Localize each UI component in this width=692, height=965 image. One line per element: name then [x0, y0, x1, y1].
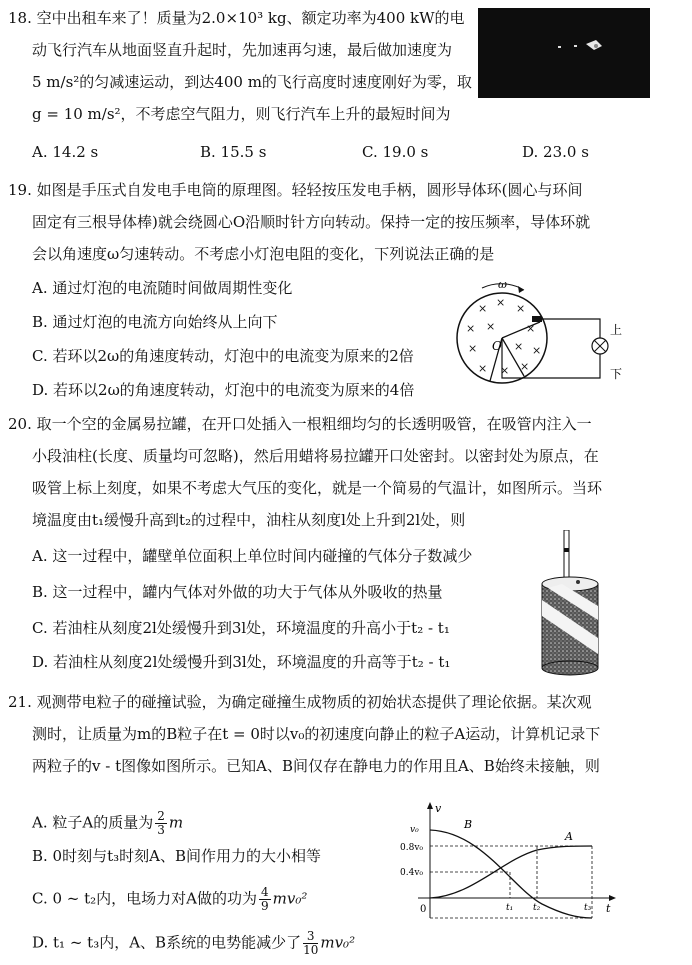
- flying-car-photo: [478, 8, 650, 98]
- svg-text:×: ×: [520, 360, 530, 373]
- v-t-graph: [392, 800, 622, 930]
- q18-line-1: 18. 空中出租车来了！质量为2.0×10³ kg、额定功率为400 kW的电: [8, 9, 465, 27]
- svg-text:×: ×: [516, 302, 526, 315]
- t-axis-label: t: [606, 902, 611, 915]
- q21-option-d: D. t₁ ~ t₃内，A、B系统的电势能减少了 $\frac{3}{10}$ mv₀²: [32, 929, 356, 957]
- svg-text:×: ×: [496, 296, 506, 309]
- magnetic-field-crosses: [466, 296, 541, 377]
- center-o-label: O: [492, 339, 502, 353]
- q20-line-1: 20. 取一个空的金属易拉罐，在开口处插入一根粗细均匀的长透明吸管，在吸管内注入一: [8, 415, 592, 433]
- top-label: 上: [610, 323, 623, 337]
- q20-option-c: C. 若油柱从刻度2l处缓慢升到3l处，环境温度的升高小于t₂ - t₁: [32, 619, 450, 637]
- q19-option-d: D. 若环以2ω的角速度转动，灯泡中的电流变为原来的4倍: [32, 381, 415, 399]
- q20-line-4: 境温度由t₁缓慢升高到t₂的过程中，油柱从刻度l处上升到2l处，则: [32, 511, 466, 529]
- svg-text:×: ×: [514, 340, 524, 353]
- q18-line-2: 动飞行汽车从地面竖直升起时，先加速再匀速，最后做加速度为: [32, 41, 453, 59]
- q18-option-d: D. 23.0 s: [522, 143, 589, 161]
- q19-option-a: A. 通过灯泡的电流随时间做周期性变化: [32, 279, 293, 297]
- q18-option-c: C. 19.0 s: [362, 143, 429, 161]
- svg-text:×: ×: [466, 322, 476, 335]
- q21-line-2: 测时，让质量为m的B粒子在t = 0时以v₀的初速度向静止的粒子A运动，计算机记录下: [32, 725, 601, 743]
- brush-contact: [532, 316, 542, 322]
- v-axis-label: v: [435, 802, 442, 815]
- bottom-label: 下: [610, 367, 623, 381]
- q21-option-a: A. 粒子A的质量为 $\frac{2}{3}$ m: [32, 809, 184, 837]
- q20-option-b: B. 这一过程中，罐内气体对外做的功大于气体从外吸收的热量: [32, 583, 443, 601]
- q21-option-b: B. 0时刻与t₃时刻A、B间作用力的大小相等: [32, 847, 322, 865]
- svg-text:×: ×: [526, 322, 536, 335]
- q20-line-3: 吸管上标上刻度，如果不考虑大气压的变化，就是一个简易的气温计，如图所示。当环: [32, 479, 603, 497]
- q18-line-3: 5 m/s²的匀减速运动，到达400 m的飞行高度时速度刚好为零，取: [32, 73, 472, 91]
- q21-option-c: C. 0 ~ t₂内，电场力对A做的功为 $\frac{4}{9}$ mv₀²: [32, 885, 308, 913]
- q18-option-b: B. 15.5 s: [200, 143, 267, 161]
- t2-tick-label: t₂: [533, 903, 541, 913]
- y-08v0-tick-label: 0.8v₀: [400, 843, 424, 853]
- q20-option-a: A. 这一过程中，罐壁单位面积上单位时间内碰撞的气体分子数减少: [32, 547, 473, 565]
- can-thermometer-figure: [534, 530, 614, 680]
- y-04v0-tick-label: 0.4v₀: [400, 868, 424, 878]
- t3-tick-label: t₃: [584, 903, 592, 913]
- q21-line-3: 两粒子的v - t图像如图所示。已知A、B间仅存在静电力的作用且A、B始终未接触，则: [32, 757, 600, 775]
- q21-line-1: 21. 观测带电粒子的碰撞试验，为确定碰撞生成物质的初始状态提供了理论依据。某次观: [8, 693, 592, 711]
- omega-label: ω: [498, 280, 507, 291]
- svg-text:×: ×: [468, 342, 478, 355]
- svg-text:×: ×: [486, 320, 496, 333]
- q19-option-b: B. 通过灯泡的电流方向始终从上向下: [32, 313, 278, 331]
- svg-text:×: ×: [532, 344, 542, 357]
- curve-a-label: A: [565, 830, 573, 843]
- flying-car-icon: [478, 8, 650, 98]
- svg-text:×: ×: [478, 362, 488, 375]
- curve-a: [430, 846, 592, 898]
- svg-text:×: ×: [500, 364, 510, 377]
- q19-line-2: 固定有三根导体棒)就会绕圆心O沿顺时针方向转动。保持一定的按压频率，导体环就: [32, 213, 591, 231]
- q18-line-4: g = 10 m/s²，不考虑空气阻力，则飞行汽车上升的最短时间为: [32, 105, 451, 123]
- origin-label: 0: [420, 904, 427, 915]
- q19-line-1: 19. 如图是手压式自发电手电筒的原理图。轻轻按压发电手柄，圆形导体环(圆心与环间: [8, 181, 583, 199]
- t1-tick-label: t₁: [506, 903, 514, 913]
- svg-text:×: ×: [478, 302, 488, 315]
- generator-ring-figure: [452, 280, 632, 390]
- q18-option-a: A. 14.2 s: [32, 143, 99, 161]
- q19-line-3: 会以角速度ω匀速转动。不考虑小灯泡电阻的变化，下列说法正确的是: [32, 245, 495, 263]
- oil-column: [564, 548, 569, 552]
- q20-option-d: D. 若油柱从刻度2l处缓慢升到3l处，环境温度的升高等于t₂ - t₁: [32, 653, 451, 671]
- curve-b-label: B: [464, 818, 473, 831]
- v0-tick-label: v₀: [410, 825, 419, 835]
- q20-line-2: 小段油柱(长度、质量均可忽略)，然后用蜡将易拉罐开口处密封。以密封处为原点，在: [32, 447, 599, 465]
- q19-option-c: C. 若环以2ω的角速度转动，灯泡中的电流变为原来的2倍: [32, 347, 414, 365]
